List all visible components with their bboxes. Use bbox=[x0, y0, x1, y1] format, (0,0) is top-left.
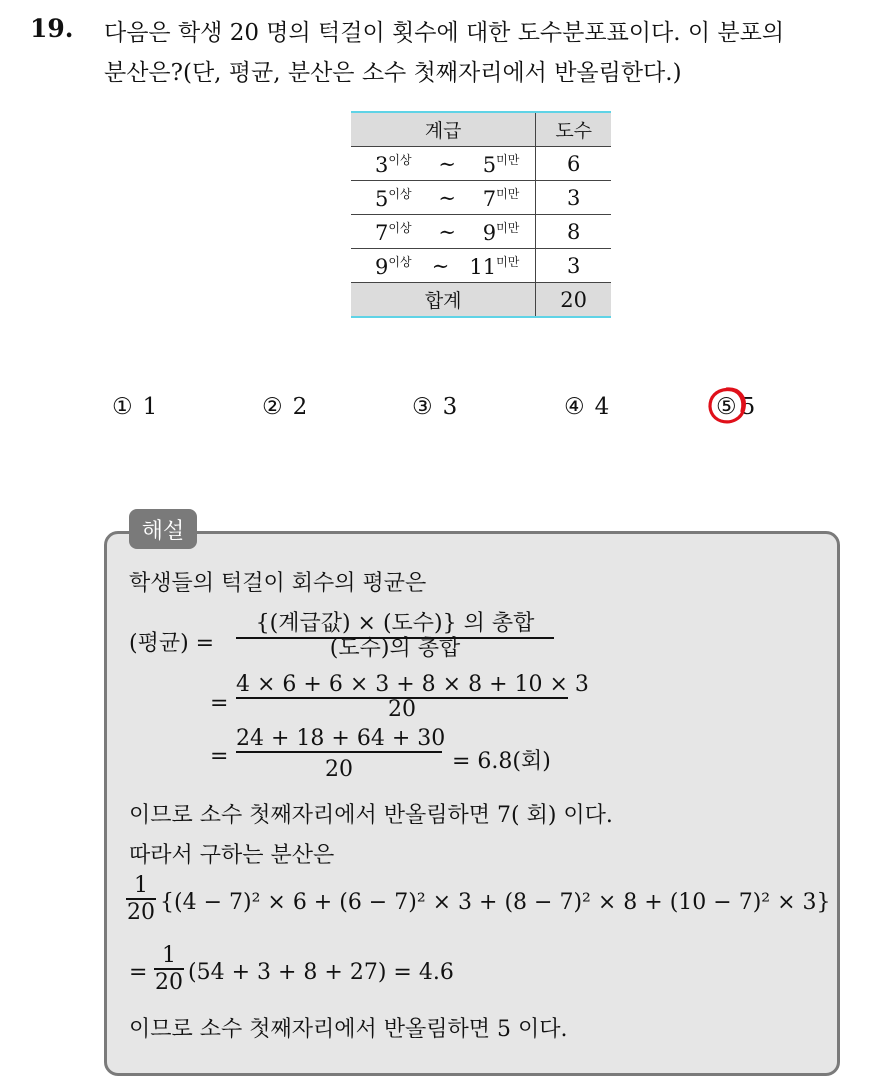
class-lower: $5^{이상}$ bbox=[375, 186, 412, 211]
table-row bbox=[351, 181, 611, 215]
class-upper: $9^{미만}$ bbox=[482, 220, 520, 245]
class-upper: $11^{미만}$ bbox=[469, 254, 520, 279]
table-row bbox=[351, 215, 611, 249]
mean-fraction bbox=[236, 606, 554, 659]
answer-circle-mark bbox=[706, 385, 748, 427]
choice-value: 4 bbox=[594, 394, 610, 420]
class-tilde: ∼ bbox=[438, 219, 456, 244]
step3-result: = 6.8(회) bbox=[452, 749, 551, 774]
frequency-cell: 3 bbox=[536, 249, 611, 283]
header-frequency: 도수 bbox=[536, 112, 611, 147]
question-number: 19. bbox=[30, 14, 74, 43]
variance2-coef-fraction bbox=[154, 943, 184, 995]
choice-value: 1 bbox=[142, 394, 158, 420]
choice-value: 2 bbox=[292, 394, 308, 420]
variance-coef-denominator: 20 bbox=[127, 899, 155, 925]
step2-numerator: 4 × 6 + 6 × 3 + 8 × 8 + 10 × 3 bbox=[236, 672, 589, 697]
variance-expression: {(4 − 7)² × 6 + (6 − 7)² × 3 + (8 − 7)² × 8 + (10 − 7)² × 3} bbox=[160, 890, 831, 915]
variance-coef-fraction bbox=[126, 873, 156, 925]
variance2-coef-numerator: 1 bbox=[162, 943, 176, 968]
solution-line-round-variance: 이므로 소수 첫째자리에서 반올림하면 5 이다. bbox=[129, 1017, 568, 1042]
frequency-table bbox=[351, 111, 611, 318]
header-class: 계급 bbox=[351, 112, 536, 147]
frequency-cell: 6 bbox=[536, 147, 611, 181]
step2-equals: = bbox=[210, 691, 229, 716]
variance-coef-numerator: 1 bbox=[134, 873, 148, 898]
step3-equals: = bbox=[210, 744, 229, 769]
total-value: 20 bbox=[536, 283, 611, 318]
choice-number: ④ bbox=[564, 394, 585, 420]
choice-2[interactable] bbox=[262, 394, 307, 420]
class-lower: $9^{이상}$ bbox=[375, 254, 412, 279]
step2-fraction bbox=[236, 672, 589, 722]
table-row bbox=[351, 249, 611, 283]
total-label: 합계 bbox=[351, 283, 536, 318]
mean-lhs: (평균) = bbox=[129, 631, 215, 656]
solution-line-therefore: 따라서 구하는 분산은 bbox=[129, 843, 335, 868]
solution-line-mean-intro: 학생들의 턱걸이 회수의 평균은 bbox=[129, 571, 427, 596]
mean-numerator: {(계급값) × (도수)} 의 총합 bbox=[255, 611, 535, 636]
choice-number: ⑤ bbox=[716, 394, 737, 420]
mean-denominator: (도수)의 총합 bbox=[329, 635, 461, 661]
choice-1[interactable] bbox=[112, 394, 157, 420]
variance2-coef-denominator: 20 bbox=[155, 969, 183, 995]
class-lower: $3^{이상}$ bbox=[375, 152, 412, 177]
question-text-line1: 다음은 학생 20 명의 턱걸이 횟수에 대한 도수분포표이다. 이 분포의 bbox=[104, 20, 785, 46]
class-upper: $7^{미만}$ bbox=[482, 186, 520, 211]
frequency-cell: 3 bbox=[536, 181, 611, 215]
table-total-row bbox=[351, 283, 611, 318]
table-row bbox=[351, 147, 611, 181]
class-tilde: ∼ bbox=[431, 253, 450, 278]
step3-numerator: 24 + 18 + 64 + 30 bbox=[236, 726, 446, 751]
choice-3[interactable] bbox=[412, 394, 457, 420]
class-tilde: ∼ bbox=[438, 185, 456, 210]
question-text-line2: 분산은?(단, 평균, 분산은 소수 첫째자리에서 반올림한다.) bbox=[104, 60, 682, 86]
choice-number: ② bbox=[262, 394, 283, 420]
choice-number: ① bbox=[112, 394, 133, 420]
choice-number: ③ bbox=[412, 394, 433, 420]
step3-fraction bbox=[236, 726, 446, 782]
solution-line-round-mean: 이므로 소수 첫째자리에서 반올림하면 7( 회) 이다. bbox=[129, 803, 613, 828]
class-lower: $7^{이상}$ bbox=[375, 220, 412, 245]
variance2-expression: (54 + 3 + 8 + 27) = 4.6 bbox=[188, 960, 454, 985]
choice-4[interactable] bbox=[564, 394, 609, 420]
class-upper: $5^{미만}$ bbox=[482, 152, 520, 177]
choice-value: 5 bbox=[740, 394, 756, 420]
step2-denominator: 20 bbox=[388, 696, 416, 722]
frequency-cell: 8 bbox=[536, 215, 611, 249]
step3-denominator: 20 bbox=[325, 756, 353, 782]
choice-value: 3 bbox=[442, 394, 458, 420]
variance2-equals: = bbox=[129, 960, 148, 985]
solution-tag: 해설 bbox=[129, 509, 197, 549]
class-tilde: ∼ bbox=[438, 151, 456, 176]
